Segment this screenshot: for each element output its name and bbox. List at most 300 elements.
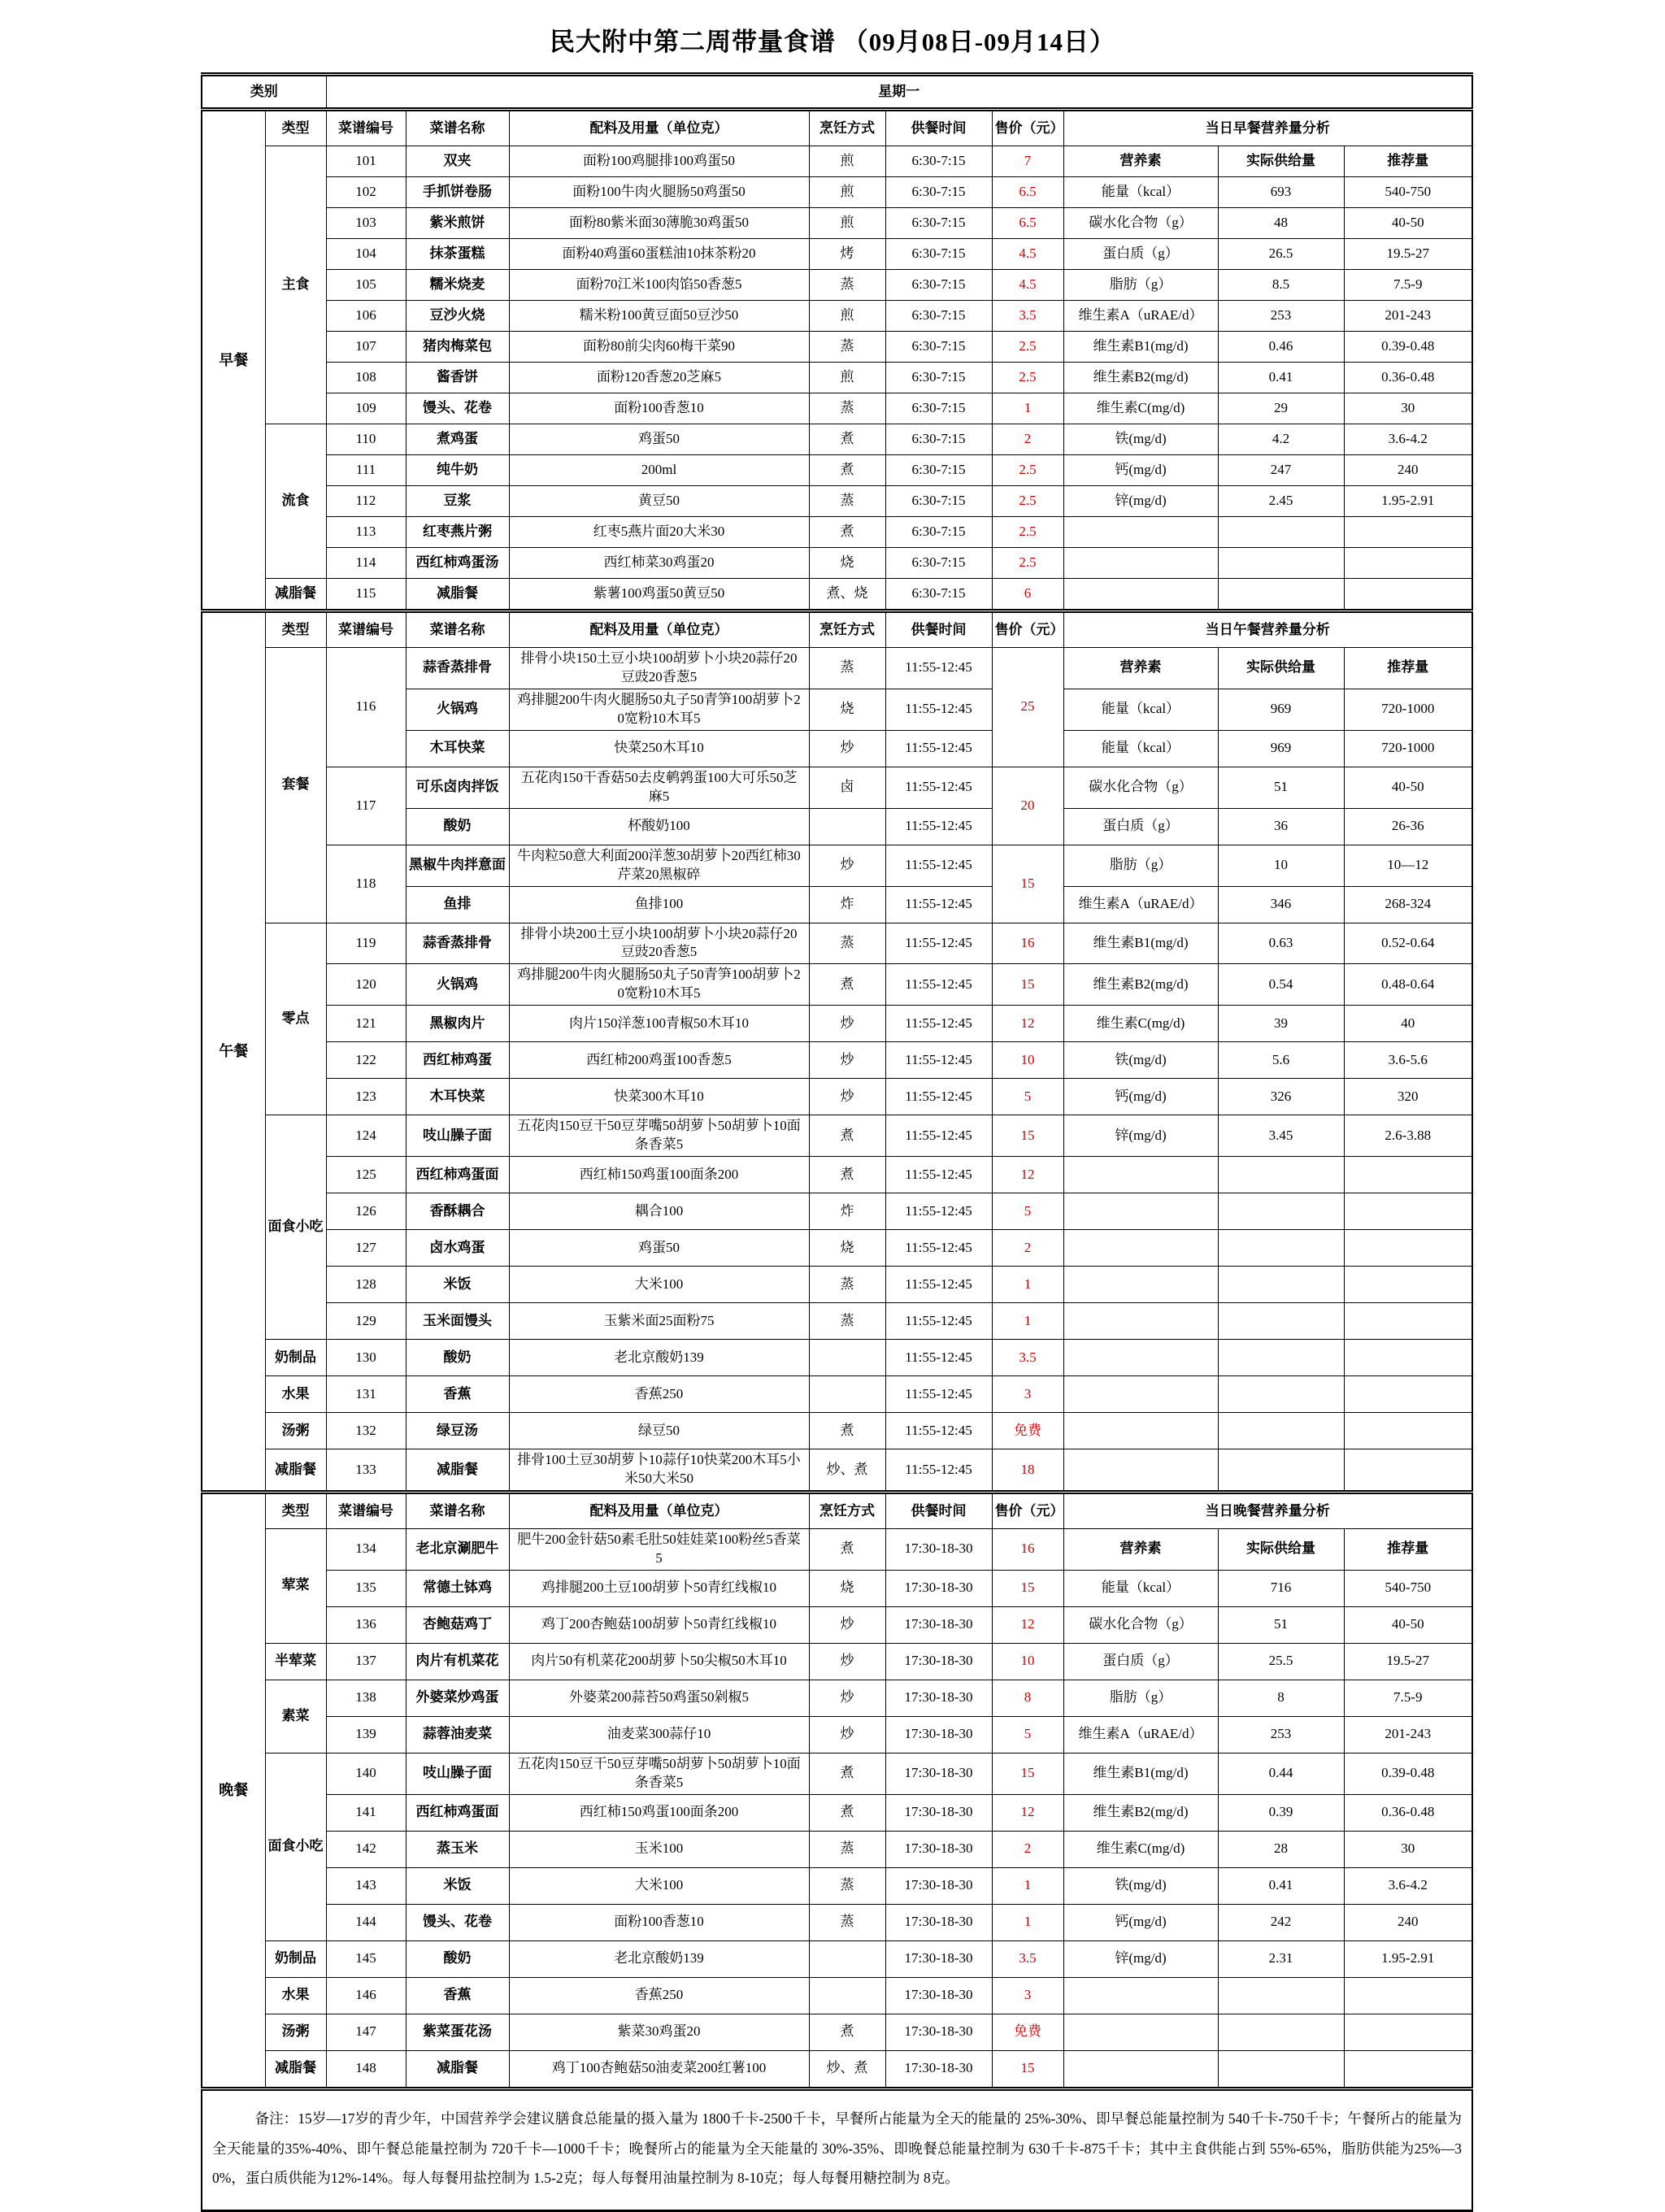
price-cell: 3.5: [992, 1340, 1063, 1376]
time-cell: 11:55-12:45: [885, 1193, 992, 1230]
nutrient-recommended-cell: 0.39-0.48: [1344, 332, 1472, 363]
price-cell: 15: [992, 1570, 1063, 1606]
nutrient-recommended-cell: 0.36-0.48: [1344, 363, 1472, 393]
column-header-cell: 烹饪方式: [809, 110, 885, 146]
nutrient-name-cell: [1063, 517, 1218, 548]
analysis-title-cell: 当日早餐营养量分析: [1063, 110, 1472, 146]
dish-no-cell: 122: [326, 1042, 406, 1079]
nutrient-name-cell: 铁(mg/d): [1063, 1867, 1218, 1904]
nutrient-recommended-cell: 3.6-5.6: [1344, 1042, 1472, 1079]
nutrient-name-cell: 维生素B1(mg/d): [1063, 923, 1218, 964]
nutrient-name-cell: [1063, 1977, 1218, 2014]
dish-no-cell: 107: [326, 332, 406, 363]
nutrient-recommended-cell: 720-1000: [1344, 689, 1472, 730]
menu-row: [202, 845, 1472, 886]
nutrient-actual-cell: [1218, 2050, 1344, 2088]
type-cell: 半荤菜: [265, 1643, 326, 1680]
dish-name-cell: 西红柿鸡蛋: [406, 1042, 509, 1079]
ingredients-cell: 糯米粉100黄豆面50豆沙50: [509, 301, 809, 332]
time-cell: 11:55-12:45: [885, 1115, 992, 1157]
nutrient-actual-cell: 25.5: [1218, 1643, 1344, 1680]
type-cell: 面食小吃: [265, 1115, 326, 1340]
dish-name-cell: 西红柿鸡蛋面: [406, 1794, 509, 1831]
nutrient-actual-cell: 36: [1218, 808, 1344, 845]
time-cell: 11:55-12:45: [885, 1157, 992, 1193]
nutrient-name-cell: [1063, 1157, 1218, 1193]
ingredients-cell: 肥牛200金针菇50素毛肚50娃娃菜100粉丝5香菜5: [509, 1529, 809, 1571]
ingredients-cell: 玉紫米面25面粉75: [509, 1303, 809, 1340]
nutrient-recommended-cell: 7.5-9: [1344, 1680, 1472, 1716]
dish-no-cell: 106: [326, 301, 406, 332]
menu-row: [202, 270, 1472, 301]
dish-no-cell: 126: [326, 1193, 406, 1230]
dish-name-cell: 香酥耦合: [406, 1193, 509, 1230]
menu-row: [202, 1716, 1472, 1753]
menu-row: [202, 1042, 1472, 1079]
nutrient-name-cell: 锌(mg/d): [1063, 1940, 1218, 1977]
dish-name-cell: 手抓饼卷肠: [406, 177, 509, 208]
price-cell: 3.5: [992, 1940, 1063, 1977]
nutrient-actual-cell: [1218, 1376, 1344, 1413]
note-cell: 备注：15岁—17岁的青少年，中国营养学会建议膳食总能量的摄入量为 1800千卡-2500千卡，早餐所占能量为全天的能量的 25%-30%、即早餐总能量控制为 540千卡-750千卡；午餐所占的能量为全天能量的35%-40%、即午餐总能量控制为 720千卡—1000千卡；晚餐所占的能量为全天能量的 30%-35%、即晚餐总能量控制为 630千卡-875千卡；其中主食供能占到 55%-65%，脂肪供能为25%—30%，蛋白质供能为12%-14%。每人每餐用盐控制为 1.5-2克；每人每餐用油量控制为 8-10克；每人每餐用糖控制为 8克。: [202, 2088, 1472, 2210]
type-cell: 汤粥: [265, 2014, 326, 2050]
nutrient-name-cell: [1063, 2050, 1218, 2088]
ingredients-cell: 排骨小块150土豆小块100胡萝卜小块20蒜仔20豆豉20香葱5: [509, 648, 809, 689]
nutrient-actual-cell: 51: [1218, 767, 1344, 808]
time-cell: 17:30-18-30: [885, 1794, 992, 1831]
nutrient-actual-cell: 693: [1218, 177, 1344, 208]
section-header-row: [202, 1493, 1472, 1529]
ingredients-cell: 面粉70江米100肉馅50香葱5: [509, 270, 809, 301]
nutrient-recommended-cell: 1.95-2.91: [1344, 486, 1472, 517]
nutrient-name-cell: [1063, 2014, 1218, 2050]
dish-no-cell: 138: [326, 1680, 406, 1716]
nutrient-name-cell: 脂肪（g）: [1063, 1680, 1218, 1716]
column-header-cell: 菜谱名称: [406, 611, 509, 648]
price-cell: 1: [992, 1303, 1063, 1340]
menu-row: [202, 1006, 1472, 1042]
column-header-cell: 菜谱名称: [406, 110, 509, 146]
dish-no-cell: 109: [326, 393, 406, 424]
nutrient-actual-cell: [1218, 2014, 1344, 2050]
time-cell: 17:30-18-30: [885, 1529, 992, 1571]
nutrient-recommended-cell: 0.39-0.48: [1344, 1753, 1472, 1794]
price-cell: 免费: [992, 2014, 1063, 2050]
dish-name-cell: 吱山臊子面: [406, 1115, 509, 1157]
time-cell: 6:30-7:15: [885, 424, 992, 455]
nutrient-recommended-cell: 0.36-0.48: [1344, 1794, 1472, 1831]
time-cell: 11:55-12:45: [885, 730, 992, 767]
time-cell: 6:30-7:15: [885, 332, 992, 363]
nutrient-actual-cell: [1218, 1340, 1344, 1376]
nutrient-recommended-cell: [1344, 1977, 1472, 2014]
ingredients-cell: 鸡排腿200土豆100胡萝卜50青红线椒10: [509, 1570, 809, 1606]
menu-row: [202, 1643, 1472, 1680]
column-header-cell: 供餐时间: [885, 110, 992, 146]
nutrient-actual-cell: [1218, 579, 1344, 611]
dish-no-cell: 101: [326, 146, 406, 177]
time-cell: 6:30-7:15: [885, 177, 992, 208]
dish-no-cell: 135: [326, 1570, 406, 1606]
dish-no-cell: 110: [326, 424, 406, 455]
time-cell: 17:30-18-30: [885, 2050, 992, 2088]
dish-no-cell: 117: [326, 767, 406, 845]
nutrient-name-cell: 锌(mg/d): [1063, 1115, 1218, 1157]
time-cell: 17:30-18-30: [885, 1977, 992, 2014]
nutrient-name-cell: 维生素C(mg/d): [1063, 1831, 1218, 1867]
type-cell: 减脂餐: [265, 579, 326, 611]
method-cell: 烤: [809, 239, 885, 270]
dish-name-cell: 蒜香蒸排骨: [406, 648, 509, 689]
column-header-cell: 售价（元）: [992, 110, 1063, 146]
price-cell: 20: [992, 767, 1063, 845]
price-cell: 25: [992, 648, 1063, 767]
time-cell: 11:55-12:45: [885, 1376, 992, 1413]
nutrient-actual-cell: 39: [1218, 1006, 1344, 1042]
time-cell: 11:55-12:45: [885, 1449, 992, 1493]
dish-no-cell: 139: [326, 1716, 406, 1753]
method-cell: [809, 1977, 885, 2014]
ingredients-cell: 牛肉粒50意大利面200洋葱30胡萝卜20西红柿30芹菜20黑椒碎: [509, 845, 809, 886]
method-cell: 蒸: [809, 486, 885, 517]
price-cell: 15: [992, 1753, 1063, 1794]
type-cell: 水果: [265, 1977, 326, 2014]
nutrient-name-cell: 维生素B2(mg/d): [1063, 964, 1218, 1006]
method-cell: 炒: [809, 1680, 885, 1716]
nutrient-recommended-cell: 540-750: [1344, 177, 1472, 208]
price-cell: 2.5: [992, 332, 1063, 363]
nutrient-recommended-cell: 201-243: [1344, 301, 1472, 332]
column-header-cell: 类型: [265, 1493, 326, 1529]
nutrient-recommended-cell: 40-50: [1344, 767, 1472, 808]
time-cell: 11:55-12:45: [885, 1006, 992, 1042]
dish-name-cell: 糯米烧麦: [406, 270, 509, 301]
time-cell: 17:30-18-30: [885, 1643, 992, 1680]
price-cell: 6.5: [992, 208, 1063, 239]
time-cell: 17:30-18-30: [885, 1680, 992, 1716]
menu-row: [202, 1193, 1472, 1230]
method-cell: 煮: [809, 2014, 885, 2050]
dish-no-cell: 114: [326, 548, 406, 579]
price-cell: 7: [992, 146, 1063, 177]
price-cell: 3.5: [992, 301, 1063, 332]
method-cell: 煎: [809, 146, 885, 177]
column-header-cell: 类型: [265, 611, 326, 648]
dish-name-cell: 蒜香蒸排骨: [406, 923, 509, 964]
nutrient-name-cell: 维生素B1(mg/d): [1063, 332, 1218, 363]
dish-no-cell: 130: [326, 1340, 406, 1376]
menu-row: [202, 1794, 1472, 1831]
method-cell: 煎: [809, 301, 885, 332]
dish-no-cell: 124: [326, 1115, 406, 1157]
nutrient-recommended-cell: 推荐量: [1344, 648, 1472, 689]
nutrient-actual-cell: [1218, 1449, 1344, 1493]
dish-name-cell: 蒸玉米: [406, 1831, 509, 1867]
ingredients-cell: 绿豆50: [509, 1413, 809, 1449]
method-cell: 蒸: [809, 393, 885, 424]
menu-row: [202, 1753, 1472, 1794]
method-cell: [809, 1340, 885, 1376]
type-cell: 奶制品: [265, 1940, 326, 1977]
nutrient-recommended-cell: 19.5-27: [1344, 1643, 1472, 1680]
dish-name-cell: 紫米煎饼: [406, 208, 509, 239]
dish-name-cell: 杏鲍菇鸡丁: [406, 1606, 509, 1643]
price-cell: 15: [992, 964, 1063, 1006]
day-label-cell: 星期一: [326, 75, 1472, 110]
price-cell: 5: [992, 1193, 1063, 1230]
method-cell: 炒: [809, 730, 885, 767]
nutrient-actual-cell: [1218, 1303, 1344, 1340]
method-cell: 蒸: [809, 1904, 885, 1940]
price-cell: 2: [992, 1831, 1063, 1867]
method-cell: 炒: [809, 1716, 885, 1753]
method-cell: 蒸: [809, 1267, 885, 1303]
time-cell: 6:30-7:15: [885, 208, 992, 239]
nutrient-name-cell: [1063, 1449, 1218, 1493]
nutrient-actual-cell: 5.6: [1218, 1042, 1344, 1079]
dish-no-cell: 137: [326, 1643, 406, 1680]
menu-row: [202, 579, 1472, 611]
ingredients-cell: 排骨100土豆30胡萝卜10蒜仔10快菜200木耳5小米50大米50: [509, 1449, 809, 1493]
nutrient-name-cell: [1063, 1193, 1218, 1230]
method-cell: 煮: [809, 1794, 885, 1831]
price-cell: 5: [992, 1716, 1063, 1753]
dish-name-cell: 减脂餐: [406, 1449, 509, 1493]
price-cell: 15: [992, 2050, 1063, 2088]
nutrient-actual-cell: 253: [1218, 1716, 1344, 1753]
dish-name-cell: 火锅鸡: [406, 689, 509, 730]
price-cell: 6: [992, 579, 1063, 611]
ingredients-cell: 快菜250木耳10: [509, 730, 809, 767]
time-cell: 11:55-12:45: [885, 767, 992, 808]
menu-row: [202, 548, 1472, 579]
menu-row: [202, 424, 1472, 455]
ingredients-cell: 西红柿菜30鸡蛋20: [509, 548, 809, 579]
nutrient-recommended-cell: [1344, 1340, 1472, 1376]
dish-name-cell: 黑椒肉片: [406, 1006, 509, 1042]
nutrient-actual-cell: 4.2: [1218, 424, 1344, 455]
nutrient-name-cell: [1063, 579, 1218, 611]
dish-no-cell: 142: [326, 1831, 406, 1867]
price-cell: 10: [992, 1042, 1063, 1079]
ingredients-cell: 鸡排腿200牛肉火腿肠50丸子50青笋100胡萝卜20宽粉10木耳5: [509, 964, 809, 1006]
time-cell: 6:30-7:15: [885, 579, 992, 611]
method-cell: 炸: [809, 886, 885, 923]
method-cell: 煮: [809, 455, 885, 486]
dish-name-cell: 肉片有机菜花: [406, 1643, 509, 1680]
dish-no-cell: 115: [326, 579, 406, 611]
nutrient-recommended-cell: [1344, 548, 1472, 579]
ingredients-cell: 200ml: [509, 455, 809, 486]
dish-no-cell: 102: [326, 177, 406, 208]
menu-row: [202, 1230, 1472, 1267]
nutrient-recommended-cell: 30: [1344, 393, 1472, 424]
dish-no-cell: 133: [326, 1449, 406, 1493]
ingredients-cell: 鸡丁100杏鲍菇50油麦菜200红薯100: [509, 2050, 809, 2088]
method-cell: 炒、煮: [809, 1449, 885, 1493]
type-cell: 素菜: [265, 1680, 326, 1753]
ingredients-cell: 面粉80紫米面30薄脆30鸡蛋50: [509, 208, 809, 239]
nutrient-actual-cell: 0.63: [1218, 923, 1344, 964]
ingredients-cell: 鱼排100: [509, 886, 809, 923]
dish-name-cell: 黑椒牛肉拌意面: [406, 845, 509, 886]
ingredients-cell: 耦合100: [509, 1193, 809, 1230]
price-cell: 15: [992, 845, 1063, 923]
dish-no-cell: 103: [326, 208, 406, 239]
nutrient-recommended-cell: 720-1000: [1344, 730, 1472, 767]
menu-row: [202, 1115, 1472, 1157]
dish-name-cell: 酱香饼: [406, 363, 509, 393]
nutrient-name-cell: 锌(mg/d): [1063, 486, 1218, 517]
menu-row: [202, 767, 1472, 808]
nutrient-recommended-cell: 40: [1344, 1006, 1472, 1042]
meal-cell: 晚餐: [202, 1493, 265, 2089]
dish-no-cell: 147: [326, 2014, 406, 2050]
dish-no-cell: 132: [326, 1413, 406, 1449]
ingredients-cell: 西红柿200鸡蛋100香葱5: [509, 1042, 809, 1079]
nutrient-recommended-cell: 268-324: [1344, 886, 1472, 923]
ingredients-cell: 肉片150洋葱100青椒50木耳10: [509, 1006, 809, 1042]
time-cell: 11:55-12:45: [885, 1079, 992, 1115]
column-header-cell: 烹饪方式: [809, 611, 885, 648]
menu-row: [202, 1303, 1472, 1340]
nutrient-recommended-cell: [1344, 1267, 1472, 1303]
menu-row: [202, 1376, 1472, 1413]
nutrient-actual-cell: 2.45: [1218, 486, 1344, 517]
type-cell: 水果: [265, 1376, 326, 1413]
nutrient-actual-cell: 716: [1218, 1570, 1344, 1606]
dish-name-cell: 卤水鸡蛋: [406, 1230, 509, 1267]
nutrient-name-cell: [1063, 1413, 1218, 1449]
method-cell: 蒸: [809, 332, 885, 363]
method-cell: 蒸: [809, 648, 885, 689]
nutrient-recommended-cell: [1344, 579, 1472, 611]
menu-row: [202, 393, 1472, 424]
ingredients-cell: 面粉100鸡腿排100鸡蛋50: [509, 146, 809, 177]
ingredients-cell: 面粉100牛肉火腿肠50鸡蛋50: [509, 177, 809, 208]
column-header-cell: 菜谱名称: [406, 1493, 509, 1529]
type-cell: 流食: [265, 424, 326, 579]
column-header-cell: 供餐时间: [885, 611, 992, 648]
time-cell: 17:30-18-30: [885, 1570, 992, 1606]
nutrient-recommended-cell: 0.48-0.64: [1344, 964, 1472, 1006]
time-cell: 11:55-12:45: [885, 689, 992, 730]
dish-name-cell: 猪肉梅菜包: [406, 332, 509, 363]
time-cell: 17:30-18-30: [885, 1753, 992, 1794]
method-cell: 蒸: [809, 923, 885, 964]
price-cell: 1: [992, 1904, 1063, 1940]
time-cell: 6:30-7:15: [885, 517, 992, 548]
column-header-cell: 烹饪方式: [809, 1493, 885, 1529]
ingredients-cell: 油麦菜300蒜仔10: [509, 1716, 809, 1753]
dish-name-cell: 外婆菜炒鸡蛋: [406, 1680, 509, 1716]
dish-name-cell: 紫菜蛋花汤: [406, 2014, 509, 2050]
dish-name-cell: 减脂餐: [406, 2050, 509, 2088]
dish-name-cell: 豆浆: [406, 486, 509, 517]
nutrient-recommended-cell: 推荐量: [1344, 1529, 1472, 1571]
price-cell: 2.5: [992, 455, 1063, 486]
menu-row: [202, 1267, 1472, 1303]
menu-row: [202, 486, 1472, 517]
nutrient-name-cell: 营养素: [1063, 648, 1218, 689]
column-header-cell: 菜谱编号: [326, 110, 406, 146]
ingredients-cell: 五花肉150豆干50豆芽嘴50胡萝卜50胡萝卜10面条香菜5: [509, 1753, 809, 1794]
nutrient-actual-cell: 242: [1218, 1904, 1344, 1940]
dish-no-cell: 136: [326, 1606, 406, 1643]
column-header-cell: 类型: [265, 110, 326, 146]
time-cell: 11:55-12:45: [885, 1413, 992, 1449]
dish-name-cell: 双夹: [406, 146, 509, 177]
dish-name-cell: 酸奶: [406, 1940, 509, 1977]
ingredients-cell: 鸡丁200杏鲍菇100胡萝卜50青红线椒10: [509, 1606, 809, 1643]
menu-row: [202, 923, 1472, 964]
dish-name-cell: 吱山臊子面: [406, 1753, 509, 1794]
nutrient-actual-cell: 346: [1218, 886, 1344, 923]
nutrient-name-cell: [1063, 1303, 1218, 1340]
nutrient-name-cell: 脂肪（g）: [1063, 845, 1218, 886]
time-cell: 17:30-18-30: [885, 1716, 992, 1753]
method-cell: [809, 808, 885, 845]
dish-no-cell: 121: [326, 1006, 406, 1042]
time-cell: 11:55-12:45: [885, 964, 992, 1006]
dish-name-cell: 木耳快菜: [406, 1079, 509, 1115]
nutrient-recommended-cell: 320: [1344, 1079, 1472, 1115]
menu-row: [202, 301, 1472, 332]
menu-row: [202, 1904, 1472, 1940]
nutrient-actual-cell: 969: [1218, 730, 1344, 767]
ingredients-cell: 面粉100香葱10: [509, 393, 809, 424]
menu-row: [202, 964, 1472, 1006]
nutrient-name-cell: 能量（kcal）: [1063, 730, 1218, 767]
price-cell: 12: [992, 1157, 1063, 1193]
nutrient-recommended-cell: [1344, 1413, 1472, 1449]
nutrient-actual-cell: 0.41: [1218, 363, 1344, 393]
type-cell: 减脂餐: [265, 1449, 326, 1493]
dish-no-cell: 118: [326, 845, 406, 923]
method-cell: 煎: [809, 177, 885, 208]
ingredients-cell: 鸡排腿200牛肉火腿肠50丸子50青笋100胡萝卜20宽粉10木耳5: [509, 689, 809, 730]
price-cell: 2: [992, 424, 1063, 455]
method-cell: 炒: [809, 1079, 885, 1115]
dish-name-cell: 红枣燕片粥: [406, 517, 509, 548]
nutrient-name-cell: 钙(mg/d): [1063, 1079, 1218, 1115]
price-cell: 2.5: [992, 486, 1063, 517]
nutrient-recommended-cell: 240: [1344, 1904, 1472, 1940]
time-cell: 6:30-7:15: [885, 363, 992, 393]
nutrient-name-cell: 钙(mg/d): [1063, 455, 1218, 486]
price-cell: 8: [992, 1680, 1063, 1716]
nutrient-actual-cell: 253: [1218, 301, 1344, 332]
ingredients-cell: 鸡蛋50: [509, 424, 809, 455]
menu-table: [201, 72, 1473, 2212]
column-header-cell: 配料及用量（单位克）: [509, 110, 809, 146]
nutrient-recommended-cell: 201-243: [1344, 1716, 1472, 1753]
ingredients-cell: 紫菜30鸡蛋20: [509, 2014, 809, 2050]
nutrient-actual-cell: [1218, 1413, 1344, 1449]
dish-no-cell: 125: [326, 1157, 406, 1193]
ingredients-cell: 五花肉150豆干50豆芽嘴50胡萝卜50胡萝卜10面条香菜5: [509, 1115, 809, 1157]
ingredients-cell: 老北京酸奶139: [509, 1940, 809, 1977]
nutrient-actual-cell: 10: [1218, 845, 1344, 886]
nutrient-recommended-cell: [1344, 1449, 1472, 1493]
dish-name-cell: 蒜蓉油麦菜: [406, 1716, 509, 1753]
nutrient-actual-cell: 28: [1218, 1831, 1344, 1867]
ingredients-cell: 大米100: [509, 1267, 809, 1303]
nutrient-actual-cell: 0.54: [1218, 964, 1344, 1006]
dish-name-cell: 鱼排: [406, 886, 509, 923]
time-cell: 6:30-7:15: [885, 301, 992, 332]
ingredients-cell: 杯酸奶100: [509, 808, 809, 845]
